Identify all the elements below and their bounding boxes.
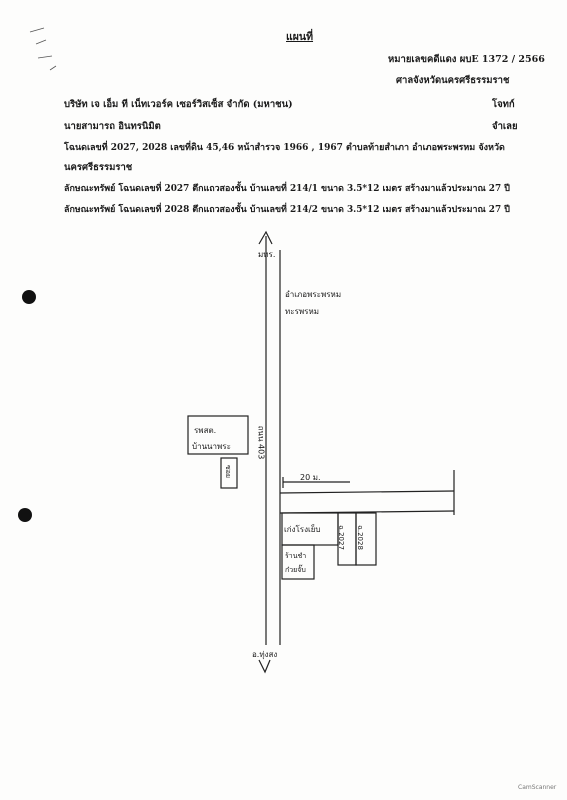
lot-2027-label: ฉ.2027 <box>336 525 345 550</box>
cement-shop-label: เก่งโรงเย็บ <box>284 525 321 534</box>
small-shop-label-2: ก๋วยจั๊บ <box>285 566 306 574</box>
small-shop-label: ร้านชำ <box>285 552 307 560</box>
court-name: ศาลจังหวัดนครศรีธรรมราช <box>396 75 510 86</box>
amphoe-label-2: ทะรพรหม <box>285 307 319 316</box>
hospital-label: รพสต. <box>194 426 217 435</box>
hospital-label-2: บ้านนาพระ <box>192 442 231 451</box>
distance-label: 20 ม. <box>300 473 321 482</box>
case-number: หมายเลขคดีแดง ผบE 1372 / 2566 <box>388 54 545 65</box>
road-name-label: ถนน 403 <box>256 425 266 460</box>
amphoe-label: อำเภอพระพรหม <box>285 290 342 299</box>
plaintiff-role: โจทก์ <box>492 99 515 110</box>
lot-2028-label: ฉ.2028 <box>355 525 364 550</box>
deed-info-line2: นครศรีธรรมราช <box>64 162 133 173</box>
bottom-road-label: อ.ทุ่งสง <box>252 650 278 659</box>
soi-label: ซอย <box>224 464 233 479</box>
top-road-label: มทร. <box>258 250 276 259</box>
side-road-top <box>280 491 454 493</box>
plaintiff-name: บริษัท เจ เอ็ม ที เน็ทเวอร์ค เซอร์วิสเซ็ส จำกัด (มหาชน) <box>64 99 293 110</box>
defendant-name: นายสามารถ อินทรนิมิต <box>64 121 161 132</box>
property-desc-2027: ลักษณะทรัพย์ โฉนดเลขที่ 2027 ตึกแถวสองชั้น บ้านเลขที่ 214/1 ขนาด 3.5*12 เมตร สร้างมาแล้วประมาณ 27 ปี <box>64 184 510 194</box>
watermark: CamScanner <box>518 784 557 791</box>
deed-info-line1: โฉนดเลขที่ 2027, 2028 เลขที่ดิน 45,46 หน้าสำรวจ 1966 , 1967 ตำบลท้ายสำเภา อำเภอพระพรหม จังหวัด <box>64 143 505 153</box>
property-desc-2028: ลักษณะทรัพย์ โฉนดเลขที่ 2028 ตึกแถวสองชั้น บ้านเลขที่ 214/2 ขนาด 3.5*12 เมตร สร้างมาแล้วประมาณ 27 ปี <box>64 205 510 215</box>
page-title: แผนที่ <box>286 31 314 43</box>
defendant-role: จำเลย <box>492 121 518 132</box>
south-arrow <box>259 660 270 672</box>
